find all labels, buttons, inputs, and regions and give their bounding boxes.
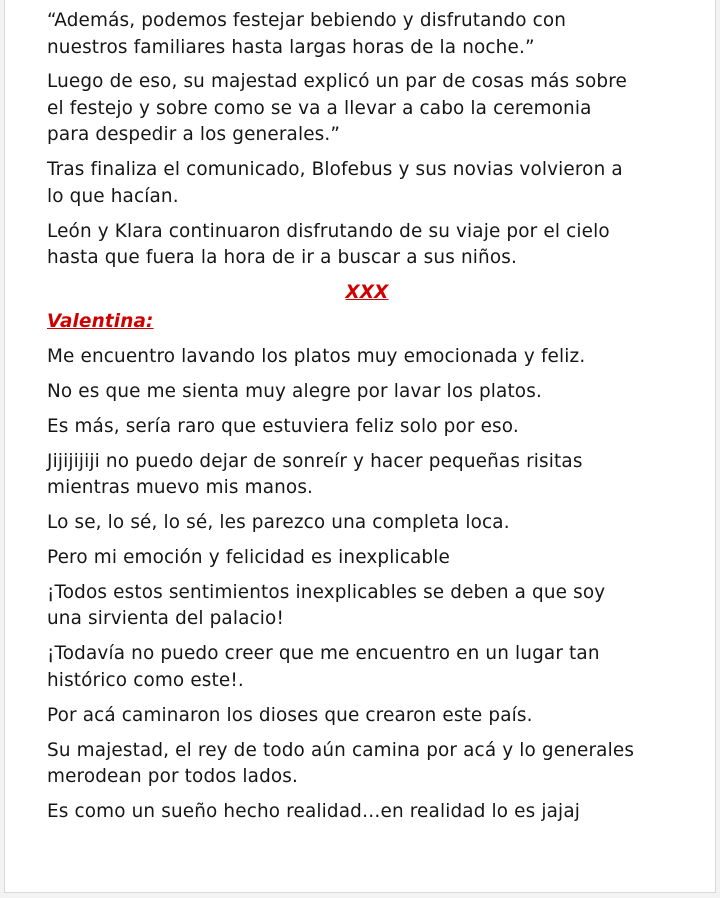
- text-line: “Además, podemos festejar bebiendo y disfrutando con: [47, 10, 567, 31]
- paragraph: [47, 703, 687, 730]
- paragraph: [47, 344, 687, 371]
- paragraphs-before: [47, 8, 687, 272]
- paragraph: [47, 449, 687, 502]
- text-line: una sirvienta del palacio!: [47, 608, 284, 630]
- text-line: lo que hacían.: [47, 185, 179, 207]
- text-line: ¡Todos estos sentimientos inexplicables se deben a que soy: [47, 581, 606, 603]
- text-line: Su majestad, el rey de todo aún camina por acá y lo generales: [47, 739, 635, 761]
- text-line: Es como un sueño hecho realidad…en realidad lo es jajaj: [47, 800, 580, 822]
- text-line: Jijijijiji no puedo dejar de sonreír y hacer pequeñas risitas: [47, 450, 583, 472]
- text-line: para despedir a los generales.”: [47, 124, 341, 146]
- paragraph: [47, 379, 687, 406]
- paragraph: [47, 69, 687, 149]
- paragraph: [47, 580, 687, 633]
- scene-separator: XXX: [345, 282, 389, 304]
- text-line: el festejo y sobre como se va a llevar a cabo la ceremonia: [47, 97, 592, 119]
- paragraphs-after: [47, 344, 687, 825]
- paragraph: [47, 414, 687, 441]
- text-line: mientras muevo mis manos.: [47, 477, 314, 499]
- text-line: histórico como este!.: [47, 669, 244, 691]
- paragraph: [47, 8, 687, 61]
- text-line: Por acá caminaron los dioses que crearon este país.: [47, 704, 533, 726]
- text-line: No es que me sienta muy alegre por lavar los platos.: [47, 380, 542, 402]
- document-page: [4, 0, 716, 893]
- paragraph: [47, 738, 687, 791]
- text-line: León y Klara continuaron disfrutando de su viaje por el cielo: [47, 220, 610, 242]
- text-line: Me encuentro lavando los platos muy emocionada y feliz.: [47, 346, 586, 368]
- paragraph: [47, 510, 687, 537]
- paragraph: [47, 219, 687, 272]
- document-body: [47, 8, 687, 834]
- text-line: ¡Todavía no puedo creer que me encuentro en un lugar tan: [47, 643, 600, 665]
- paragraph: [47, 641, 687, 694]
- text-line: Tras finaliza el comunicado, Blofebus y sus novias volvieron a: [47, 159, 623, 181]
- text-line: Luego de eso, su majestad explicó un par de cosas más sobre: [47, 71, 628, 93]
- text-line: nuestros familiares hasta largas horas de la noche.”: [47, 36, 535, 58]
- text-line: Es más, sería raro que estuviera feliz solo por eso.: [47, 415, 519, 437]
- paragraph: [47, 545, 687, 572]
- section-heading: Valentina:: [47, 310, 154, 332]
- text-line: hasta que fuera la hora de ir a buscar a sus niños.: [47, 247, 517, 269]
- text-line: Pero mi emoción y felicidad es inexplicable: [47, 547, 450, 569]
- text-line: Lo se, lo sé, lo sé, les parezco una completa loca.: [47, 512, 510, 534]
- paragraph: [47, 157, 687, 210]
- text-line: merodean por todos lados.: [47, 766, 299, 788]
- paragraph: [47, 799, 687, 826]
